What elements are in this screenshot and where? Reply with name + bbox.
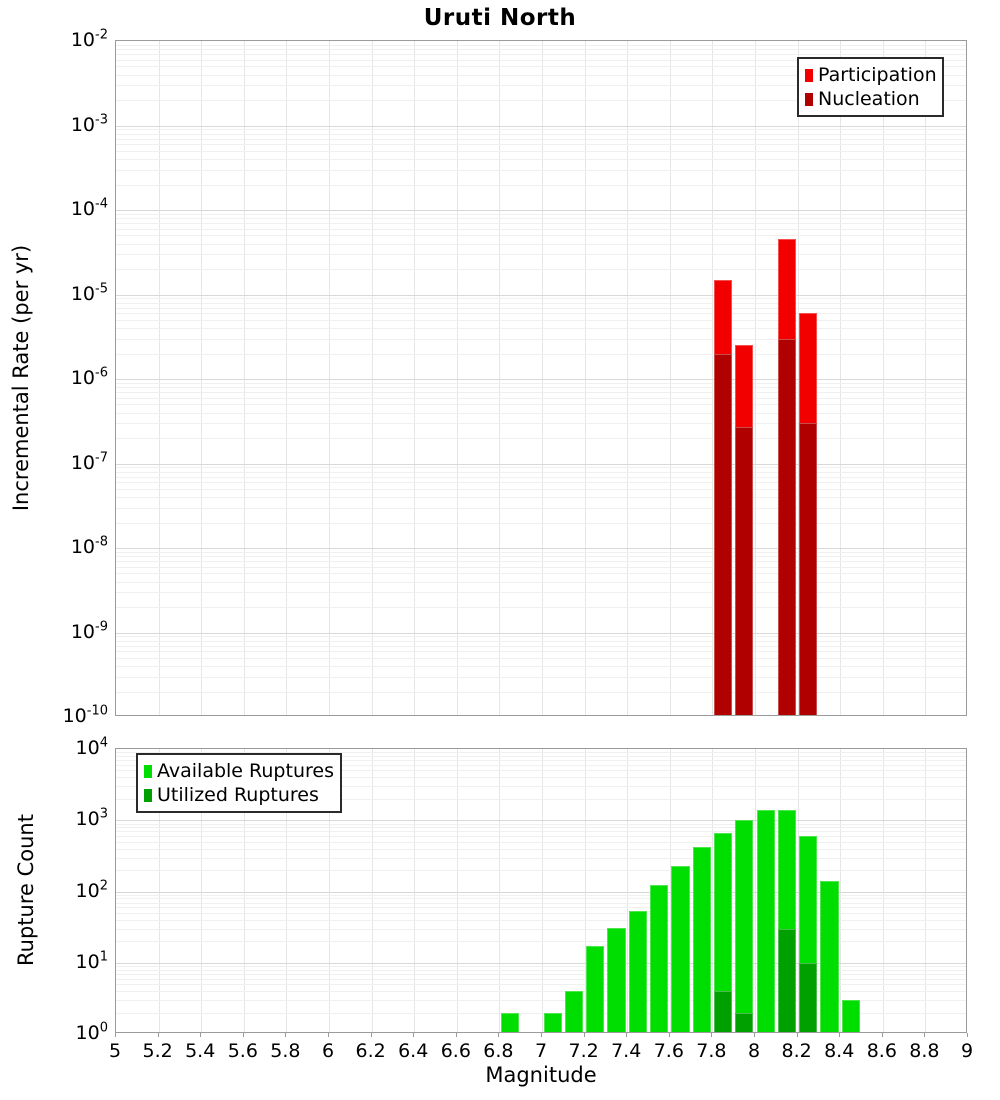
gridline: [840, 749, 841, 1032]
gridline: [116, 214, 966, 215]
gridline: [116, 836, 966, 837]
available-ruptures-bar: [757, 810, 775, 1033]
utilized-ruptures-swatch-icon: [144, 789, 152, 802]
x-tick-mark: [328, 1033, 329, 1037]
nucleation-bar: [714, 354, 732, 716]
nucleation-swatch-icon: [805, 93, 813, 106]
available-ruptures-bar: [693, 847, 711, 1033]
x-tick-label: 6.4: [398, 1040, 429, 1062]
gridline: [116, 383, 966, 384]
gridline: [414, 749, 415, 1032]
gridline: [116, 677, 966, 678]
x-tick-label: 7: [534, 1040, 548, 1062]
x-tick-mark: [243, 1033, 244, 1037]
x-tick-mark: [115, 1033, 116, 1037]
y-tick-label: $10^{-6}$: [70, 365, 108, 389]
x-tick-mark: [200, 1033, 201, 1037]
gridline: [116, 464, 966, 465]
x-tick-label: 9: [960, 1040, 974, 1062]
x-tick-label: 5: [108, 1040, 122, 1062]
gridline: [116, 482, 966, 483]
gridline: [925, 41, 926, 715]
gridline: [116, 170, 966, 171]
gridline: [116, 313, 966, 314]
gridline: [670, 41, 671, 715]
x-tick-mark: [584, 1033, 585, 1037]
gridline: [542, 41, 543, 715]
gridline: [116, 827, 966, 828]
available-ruptures-bar: [607, 928, 625, 1033]
x-tick-mark: [797, 1033, 798, 1037]
gridline: [116, 159, 966, 160]
legend-label-utilized-ruptures: Utilized Ruptures: [157, 784, 319, 806]
gridline: [116, 151, 966, 152]
available-ruptures-bar: [650, 885, 668, 1033]
y-tick-label: $10^2$: [75, 878, 108, 902]
gridline: [116, 636, 966, 637]
gridline: [116, 820, 966, 821]
x-tick-mark: [924, 1033, 925, 1037]
x-tick-label: 7.6: [653, 1040, 684, 1062]
gridline: [116, 477, 966, 478]
gridline: [116, 870, 966, 871]
gridline: [116, 849, 966, 850]
x-tick-label: 5.6: [227, 1040, 258, 1062]
x-tick-label: 7.4: [611, 1040, 642, 1062]
x-tick-mark: [456, 1033, 457, 1037]
y-tick-label: $10^{-2}$: [70, 27, 108, 51]
gridline: [116, 49, 966, 50]
gridline: [116, 144, 966, 145]
available-ruptures-bar: [735, 820, 753, 1033]
gridline: [116, 126, 966, 127]
gridline: [116, 54, 966, 55]
gridline: [116, 438, 966, 439]
gridline: [116, 858, 966, 859]
gridline: [116, 269, 966, 270]
incremental-rate-panel: [115, 40, 967, 716]
gridline: [883, 41, 884, 715]
gridline: [116, 379, 966, 380]
gridline: [116, 354, 966, 355]
gridline: [116, 607, 966, 608]
legend-label-nucleation: Nucleation: [818, 88, 920, 110]
y-tick-label: $10^{-10}$: [62, 703, 108, 727]
y-tick-label: $10^4$: [75, 735, 108, 759]
chart-title: Uruti North: [423, 5, 577, 31]
gridline: [116, 467, 966, 468]
x-axis-label: Magnitude: [485, 1063, 597, 1087]
x-tick-label: 6.2: [355, 1040, 386, 1062]
gridline: [116, 298, 966, 299]
legend-item-nucleation: [805, 88, 936, 110]
available-ruptures-swatch-icon: [144, 765, 152, 778]
gridline: [116, 567, 966, 568]
nucleation-bar: [778, 339, 796, 716]
gridline: [116, 413, 966, 414]
x-tick-mark: [498, 1033, 499, 1037]
utilized-ruptures-bar: [714, 991, 732, 1033]
x-tick-label: 6.8: [483, 1040, 514, 1062]
y-tick-label: $10^{-5}$: [70, 281, 108, 305]
gridline: [116, 303, 966, 304]
gridline: [372, 749, 373, 1032]
gridline: [116, 582, 966, 583]
gridline: [840, 41, 841, 715]
x-tick-mark: [669, 1033, 670, 1037]
gridline: [159, 41, 160, 715]
gridline: [116, 556, 966, 557]
gridline: [116, 824, 966, 825]
utilized-ruptures-bar: [799, 963, 817, 1033]
gridline: [414, 41, 415, 715]
gridline: [116, 561, 966, 562]
gridline: [116, 134, 966, 135]
gridline: [457, 749, 458, 1032]
gridline: [116, 641, 966, 642]
gridline: [116, 235, 966, 236]
gridline: [116, 229, 966, 230]
nucleation-bar: [799, 423, 817, 716]
available-ruptures-bar: [842, 1000, 860, 1033]
available-ruptures-bar: [544, 1013, 562, 1033]
gridline: [329, 41, 330, 715]
available-ruptures-bar: [586, 946, 604, 1033]
gridline: [116, 646, 966, 647]
available-ruptures-bar: [629, 911, 647, 1033]
available-ruptures-bar: [565, 991, 583, 1033]
x-tick-mark: [371, 1033, 372, 1037]
gridline: [499, 749, 500, 1032]
gridline: [244, 41, 245, 715]
gridline: [116, 45, 966, 46]
gridline: [116, 497, 966, 498]
gridline: [925, 749, 926, 1032]
y-tick-label: $10^{-9}$: [70, 619, 108, 643]
x-tick-label: 8.6: [866, 1040, 897, 1062]
gridline: [883, 749, 884, 1032]
gridline: [372, 41, 373, 715]
y-tick-label: $10^{-8}$: [70, 534, 108, 558]
rate-legend: [797, 57, 944, 117]
x-tick-label: 5.4: [185, 1040, 216, 1062]
gridline: [116, 223, 966, 224]
gridline: [201, 41, 202, 715]
gridline: [499, 41, 500, 715]
gridline: [116, 185, 966, 186]
count-legend: [136, 753, 342, 813]
nucleation-bar: [735, 427, 753, 716]
gridline: [116, 218, 966, 219]
x-tick-label: 6.6: [440, 1040, 471, 1062]
gridline: [116, 489, 966, 490]
gridline: [116, 658, 966, 659]
x-tick-label: 8.4: [824, 1040, 855, 1062]
gridline: [116, 339, 966, 340]
gridline: [116, 573, 966, 574]
gridline: [116, 320, 966, 321]
gridline: [116, 392, 966, 393]
y-tick-label: $10^{-3}$: [70, 112, 108, 136]
gridline: [542, 749, 543, 1032]
gridline: [116, 592, 966, 593]
gridline: [116, 633, 966, 634]
y-tick-label: $10^3$: [75, 806, 108, 831]
legend-item-participation: [805, 64, 936, 86]
gridline: [116, 308, 966, 309]
gridline: [116, 244, 966, 245]
gridline: [116, 651, 966, 652]
bottom-y-axis-label: Rupture Count: [14, 814, 38, 966]
x-tick-mark: [626, 1033, 627, 1037]
legend-label-available-ruptures: Available Ruptures: [157, 760, 334, 782]
gridline: [116, 552, 966, 553]
gridline: [116, 842, 966, 843]
gridline: [116, 295, 966, 296]
x-tick-mark: [967, 1033, 968, 1037]
x-tick-label: 7.2: [568, 1040, 599, 1062]
x-tick-mark: [285, 1033, 286, 1037]
participation-swatch-icon: [805, 69, 813, 82]
gridline: [116, 423, 966, 424]
gridline: [116, 387, 966, 388]
available-ruptures-bar: [671, 866, 689, 1033]
x-tick-mark: [711, 1033, 712, 1037]
gridline: [627, 41, 628, 715]
x-tick-label: 5.2: [142, 1040, 173, 1062]
x-tick-label: 5.8: [270, 1040, 301, 1062]
x-tick-mark: [541, 1033, 542, 1037]
gridline: [116, 472, 966, 473]
gridline: [116, 328, 966, 329]
x-tick-mark: [158, 1033, 159, 1037]
utilized-ruptures-bar: [778, 929, 796, 1033]
legend-item-available-ruptures: [144, 760, 334, 782]
x-tick-label: 8.8: [909, 1040, 940, 1062]
y-tick-label: $10^{-4}$: [70, 196, 108, 220]
gridline: [286, 41, 287, 715]
gridline: [116, 831, 966, 832]
gridline: [116, 139, 966, 140]
available-ruptures-bar: [820, 881, 838, 1033]
gridline: [116, 666, 966, 667]
utilized-ruptures-bar: [735, 1013, 753, 1033]
y-tick-label: $10^0$: [75, 1020, 108, 1044]
x-tick-mark: [754, 1033, 755, 1037]
gridline: [116, 548, 966, 549]
gridline: [585, 41, 586, 715]
y-tick-label: $10^{-7}$: [70, 450, 108, 474]
legend-item-utilized-ruptures: [144, 784, 334, 806]
legend-label-participation: Participation: [818, 64, 937, 86]
top-y-axis-label: Incremental Rate (per yr): [9, 244, 33, 512]
gridline: [116, 508, 966, 509]
gridline: [116, 523, 966, 524]
available-ruptures-bar: [501, 1013, 519, 1033]
x-tick-label: 6: [321, 1040, 335, 1062]
gridline: [116, 254, 966, 255]
x-tick-label: 8: [747, 1040, 761, 1062]
x-tick-label: 8.2: [781, 1040, 812, 1062]
x-tick-mark: [882, 1033, 883, 1037]
gridline: [116, 404, 966, 405]
x-tick-mark: [839, 1033, 840, 1037]
x-tick-mark: [413, 1033, 414, 1037]
gridline: [116, 129, 966, 130]
gridline: [457, 41, 458, 715]
gridline: [116, 398, 966, 399]
y-tick-label: $10^1$: [75, 949, 108, 973]
gridline: [116, 692, 966, 693]
gridline: [755, 41, 756, 715]
x-tick-label: 7.8: [696, 1040, 727, 1062]
gridline: [116, 210, 966, 211]
